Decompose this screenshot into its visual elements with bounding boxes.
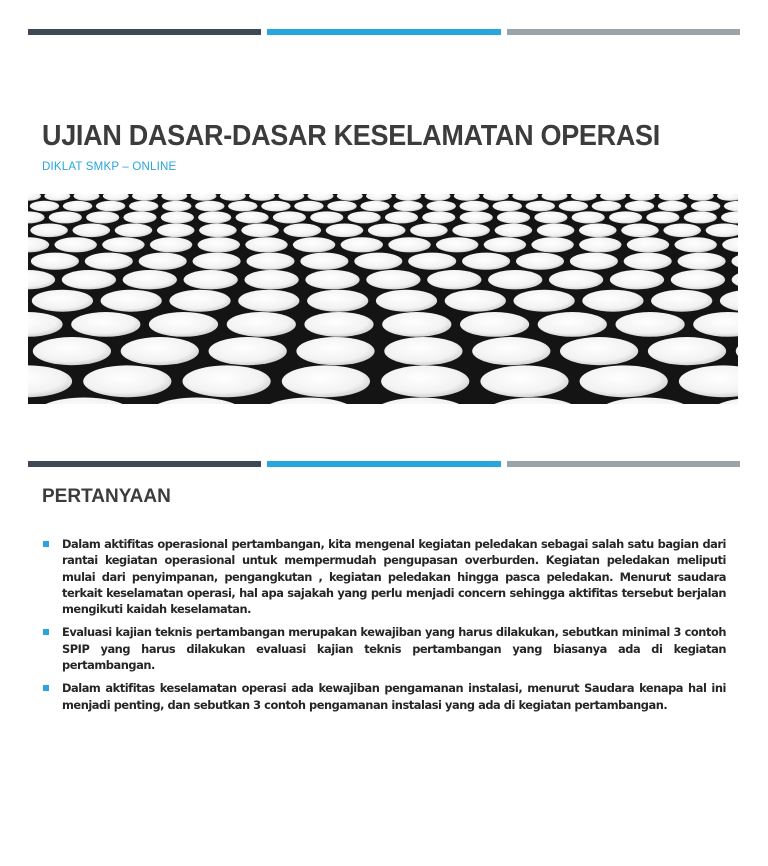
disc [209, 337, 287, 365]
disc [621, 224, 659, 238]
slide-subtitle: DIKLAT SMKP – ONLINE [42, 161, 177, 173]
disc [678, 253, 726, 270]
disc [63, 201, 92, 212]
disc [542, 194, 568, 201]
disc [236, 211, 269, 223]
question-item [42, 624, 726, 673]
disc [454, 194, 480, 201]
disc [422, 211, 455, 223]
disc [679, 365, 738, 397]
disc [28, 365, 72, 397]
disc [44, 194, 70, 201]
disc [385, 211, 418, 223]
disc [393, 201, 422, 212]
disc [526, 201, 555, 212]
disc [150, 237, 192, 252]
disc [592, 201, 621, 212]
disc [462, 253, 510, 270]
disc [579, 224, 617, 238]
disc [28, 194, 41, 201]
question-item [42, 680, 726, 713]
disc [648, 337, 726, 365]
disc [296, 337, 374, 365]
question-text: Dalam aktifitas operasional pertambangan, kita mengenal kegiatan peledakan sebagai salah satu bagian dari rantai kegiatan operasional untuk mempermudah pengupasan overburden. Kegiatan peledakan meliputi mulai dari penyimpanan, pengangkutan , kegiatan peledakan hingga pasca peledakan. Menurut saudara terkait keselamatan operasi, hal apa sajakah yang perlu menjadi concern sehingga aktifitas tersebut berjalan mengikuti kaidah keselamatan. [62, 537, 726, 617]
disc [488, 270, 542, 289]
disc [651, 290, 712, 312]
disc [460, 201, 489, 212]
disc [609, 211, 642, 223]
disc [30, 201, 59, 212]
disc [388, 237, 430, 252]
disc [31, 253, 79, 270]
disc [570, 253, 618, 270]
disc [366, 194, 392, 201]
disc [366, 270, 420, 289]
disc [579, 237, 621, 252]
disc [549, 270, 603, 289]
disc [282, 365, 370, 397]
disc [721, 211, 738, 223]
disc [571, 194, 597, 201]
disc [169, 290, 230, 312]
square-bullet-icon [43, 541, 49, 547]
disc [472, 337, 550, 365]
disc [559, 201, 588, 212]
disc [460, 312, 529, 337]
disc [337, 194, 363, 201]
disc [28, 270, 55, 289]
disc [514, 290, 575, 312]
square-bullet-icon [43, 629, 49, 635]
disc [582, 290, 643, 312]
disc [146, 398, 246, 405]
disc [445, 290, 506, 312]
disc [327, 201, 356, 212]
disc [198, 237, 240, 252]
disc [115, 224, 153, 238]
disc [427, 270, 481, 289]
disc [32, 290, 93, 312]
disc [675, 237, 717, 252]
disc [103, 194, 129, 201]
disc [49, 211, 82, 223]
disc [663, 224, 701, 238]
disc [307, 290, 368, 312]
disc [425, 194, 451, 201]
disc [381, 365, 469, 397]
disc [436, 237, 478, 252]
disc [71, 312, 140, 337]
question-list [42, 536, 726, 720]
disc [183, 365, 271, 397]
disc [408, 253, 456, 270]
disc [706, 224, 738, 238]
disc [410, 224, 448, 238]
disc [371, 398, 471, 405]
question-item [42, 536, 726, 617]
disc [625, 201, 654, 212]
disc [294, 201, 323, 212]
disc [495, 224, 533, 238]
disc [132, 194, 158, 201]
disc [720, 290, 738, 312]
disc [259, 398, 359, 405]
disc [484, 237, 526, 252]
accent-bar-dark [28, 29, 261, 35]
disc [483, 398, 583, 405]
disc [460, 211, 493, 223]
disc [304, 312, 373, 337]
disc [191, 194, 217, 201]
slide-title: UJIAN DASAR-DASAR KESELAMATAN OPERASI [42, 120, 660, 152]
accent-bar-gray [507, 29, 740, 35]
disc [534, 211, 567, 223]
disc [30, 224, 68, 238]
disc [722, 237, 738, 252]
disc [516, 253, 564, 270]
section-accent-bars [28, 461, 740, 467]
disc [732, 253, 739, 270]
disc [261, 201, 290, 212]
disc [308, 194, 334, 201]
disc [531, 237, 573, 252]
disc [195, 201, 224, 212]
disc [427, 201, 456, 212]
disc [560, 337, 638, 365]
disc [493, 201, 522, 212]
disc [123, 270, 177, 289]
disc [74, 194, 100, 201]
white-discs-pattern [28, 194, 738, 404]
disc [580, 365, 668, 397]
disc [184, 270, 238, 289]
disc [83, 365, 171, 397]
disc [624, 253, 672, 270]
disc [102, 237, 144, 252]
disc [537, 224, 575, 238]
disc [305, 270, 359, 289]
disc [595, 398, 695, 405]
disc [149, 312, 218, 337]
disc [341, 237, 383, 252]
disc [28, 237, 49, 252]
disc [193, 253, 241, 270]
disc [62, 270, 116, 289]
disc [129, 201, 158, 212]
disc [227, 312, 296, 337]
disc [732, 270, 738, 289]
disc [121, 337, 199, 365]
disc [483, 194, 509, 201]
disc [101, 290, 162, 312]
disc [512, 194, 538, 201]
disc [395, 194, 421, 201]
disc [693, 312, 738, 337]
disc [724, 201, 738, 212]
square-bullet-icon [43, 685, 49, 691]
disc [161, 194, 187, 201]
disc [382, 312, 451, 337]
disc [691, 201, 720, 212]
disc [28, 312, 63, 337]
disc [627, 237, 669, 252]
question-text: Evaluasi kajian teknis pertambangan merupakan kewajiban yang harus dilakukan, sebutkan minimal 3 contoh SPIP yang harus dilakukan evaluasi kajian teknis pertambangan yang biasanya ada di kegiatan pertambangan. [62, 625, 726, 673]
disc [326, 224, 364, 238]
accent-bar-dark [28, 461, 261, 467]
disc [658, 201, 687, 212]
disc [220, 194, 246, 201]
disc [452, 224, 490, 238]
accent-bar-gray [507, 461, 740, 467]
section-heading: PERTANYAAN [42, 486, 171, 507]
disc [249, 194, 275, 201]
disc [278, 194, 304, 201]
disc [688, 194, 714, 201]
disc [717, 194, 738, 201]
disc [139, 253, 187, 270]
disc [384, 337, 462, 365]
disc [348, 211, 381, 223]
disc [610, 270, 664, 289]
disc [600, 194, 626, 201]
accent-bar-blue [267, 461, 500, 467]
disc [284, 224, 322, 238]
disc [86, 211, 119, 223]
disc [96, 201, 125, 212]
disc [55, 237, 97, 252]
disc [247, 253, 295, 270]
disc [707, 398, 738, 405]
disc [238, 290, 299, 312]
disc [161, 211, 194, 223]
question-text: Dalam aktifitas keselamatan operasi ada kewajiban pengamanan instalasi, menurut Saudara kenapa hal ini menjadi penting, dan sebutkan 3 contoh pengamanan instalasi yang ada di kegiatan pertambangan. [62, 681, 726, 712]
disc [538, 312, 607, 337]
disc [300, 253, 348, 270]
disc [162, 201, 191, 212]
disc [368, 224, 406, 238]
disc [28, 211, 45, 223]
disc [34, 398, 134, 405]
disc [273, 211, 306, 223]
disc [736, 337, 738, 365]
disc [497, 211, 530, 223]
disc [85, 253, 133, 270]
disc [157, 224, 195, 238]
disc [684, 211, 717, 223]
disc [480, 365, 568, 397]
disc [198, 211, 231, 223]
disc [73, 224, 111, 238]
disc [293, 237, 335, 252]
disc [376, 290, 437, 312]
disc [629, 194, 655, 201]
disc [123, 211, 156, 223]
disc [659, 194, 685, 201]
disc [228, 201, 257, 212]
disc [245, 270, 299, 289]
disc [572, 211, 605, 223]
disc [616, 312, 685, 337]
disc [241, 224, 279, 238]
disc [33, 337, 111, 365]
disc [310, 211, 343, 223]
top-accent-bars [28, 29, 740, 35]
disc [646, 211, 679, 223]
disc [199, 224, 237, 238]
banner-image [28, 194, 738, 404]
disc [354, 253, 402, 270]
disc [671, 270, 725, 289]
disc [360, 201, 389, 212]
accent-bar-blue [267, 29, 500, 35]
disc [245, 237, 287, 252]
